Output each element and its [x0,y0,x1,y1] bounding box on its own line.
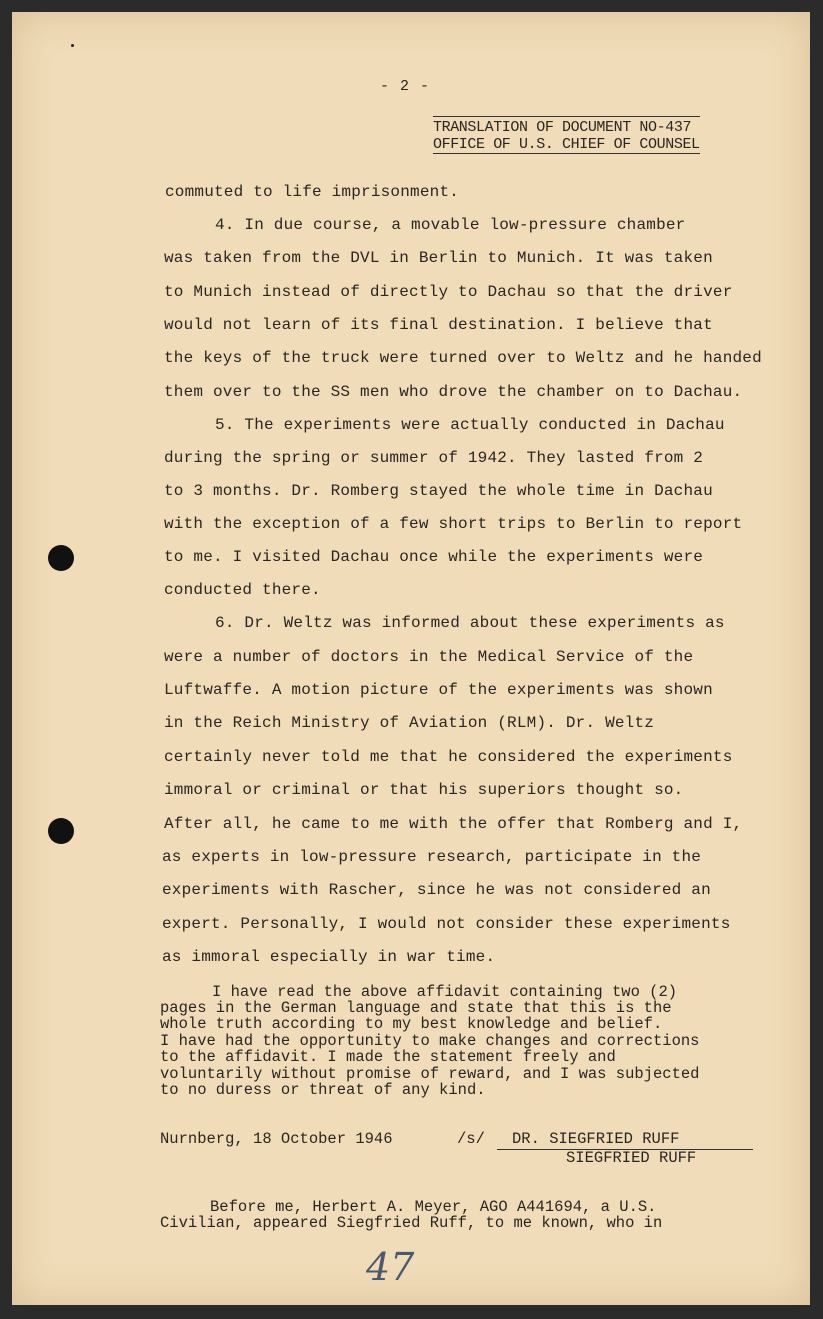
affidavit-line: to the affidavit. I made the statement freely and [160,1048,616,1066]
body-line: to me. I visited Dachau once while the experiments were [164,548,704,566]
attestation-line: Before me, Herbert A. Meyer, AGO A441694, a U.S. [210,1198,657,1216]
body-line: with the exception of a few short trips to Berlin to report [164,515,743,533]
body-line: was taken from the DVL in Berlin to Munich. It was taken [164,249,713,267]
document-header [433,116,700,154]
body-line: expert. Personally, I would not consider these experiments [162,915,731,933]
body-line: the keys of the truck were turned over to Weltz and he handed [164,349,762,367]
affidavit-line: pages in the German language and state that this is the [160,999,672,1017]
body-line: commuted to life imprisonment. [165,183,460,201]
affidavit-line: voluntarily without promise of reward, and I was subjected [160,1065,700,1083]
body-line: conducted there. [164,581,321,599]
affidavit-line: whole truth according to my best knowledge and belief. [160,1015,663,1033]
speck [71,44,74,47]
affidavit-line: I have read the above affidavit containing two (2) [212,983,678,1001]
typed-name: SIEGFRIED RUFF [566,1149,697,1167]
signed-name: DR. SIEGFRIED RUFF [512,1130,680,1148]
place-date: Nurnberg, 18 October 1946 [160,1130,393,1148]
punch-hole-upper [48,545,74,571]
handwritten-page-number: 47 [366,1245,415,1289]
affidavit-line: I have had the opportunity to make changes and corrections [160,1032,700,1050]
body-line: as experts in low-pressure research, participate in the [162,848,702,866]
attestation-line: Civilian, appeared Siegfried Ruff, to me known, who in [160,1214,663,1232]
body-line: during the spring or summer of 1942. They lasted from 2 [164,449,704,467]
page-number: - 2 - [380,78,431,95]
header-office-line: OFFICE OF U.S. CHIEF OF COUNSEL [433,136,700,153]
punch-hole-lower [48,818,74,844]
body-line: 4. In due course, a movable low-pressure chamber [215,216,686,234]
body-line: immoral or criminal or that his superiors thought so. [164,781,684,799]
body-line: would not learn of its final destination. I believe that [164,316,713,334]
signed-mark: /s/ [457,1130,485,1148]
body-line: to Munich instead of directly to Dachau so that the driver [164,283,733,301]
body-line: as immoral especially in war time. [162,948,496,966]
body-line: After all, he came to me with the offer that Romberg and I, [164,815,743,833]
header-translation-line: TRANSLATION OF DOCUMENT NO-437 [433,116,700,136]
affidavit-line: to no duress or threat of any kind. [160,1081,486,1099]
body-line: were a number of doctors in the Medical Service of the [164,648,694,666]
body-line: 6. Dr. Weltz was informed about these experiments as [215,614,725,632]
body-line: Luftwaffe. A motion picture of the experiments was shown [164,681,713,699]
body-line: in the Reich Ministry of Aviation (RLM). Dr. Weltz [164,714,655,732]
body-line: to 3 months. Dr. Romberg stayed the whole time in Dachau [164,482,713,500]
body-line: certainly never told me that he considered the experiments [164,748,733,766]
body-line: 5. The experiments were actually conducted in Dachau [215,416,725,434]
body-line: them over to the SS men who drove the chamber on to Dachau. [164,383,743,401]
body-line: experiments with Rascher, since he was not considered an [162,881,711,899]
